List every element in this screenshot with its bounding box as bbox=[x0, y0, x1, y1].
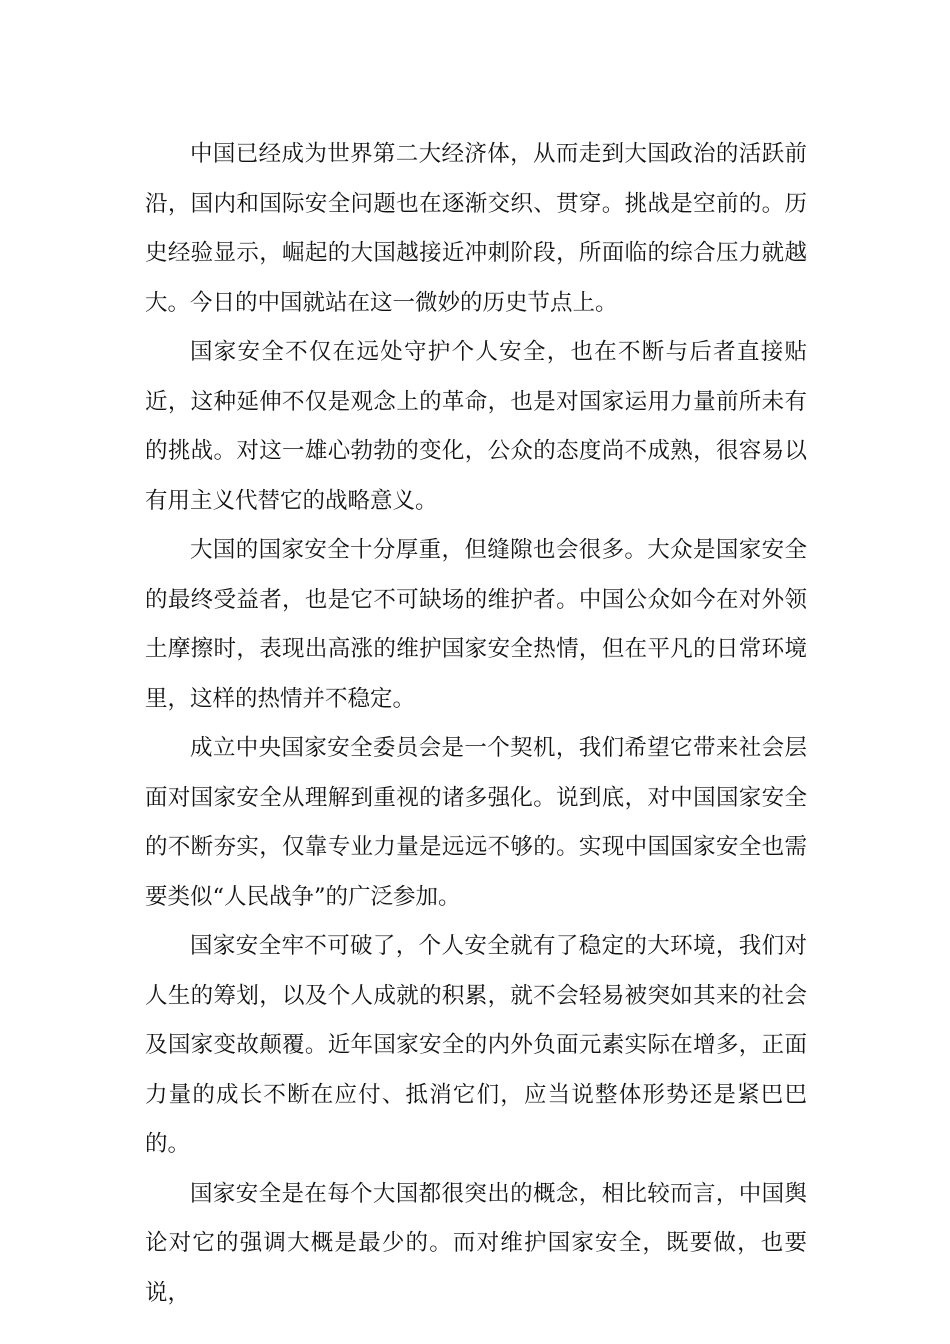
paragraph-1: 中国已经成为世界第二大经济体，从而走到大国政治的活跃前沿，国内和国际安全问题也在逐渐交织、贯穿。挑战是空前的。历史经验显示，崛起的大国越接近冲刺阶段，所面临的综合压力就越大。今日的中国就站在这一微妙的历史节点上。 bbox=[145, 141, 807, 316]
paragraph-5: 国家安全牢不可破了，个人安全就有了稳定的大环境，我们对人生的筹划，以及个人成就的积累，就不会轻易被突如其来的社会及国家变故颠覆。近年国家安全的内外负面元素实际在增多，正面力量的成长不断在应付、抵消它们，应当说整体形势还是紧巴巴的。 bbox=[145, 933, 807, 1157]
paragraph-6: 国家安全是在每个大国都很突出的概念，相比较而言，中国舆论对它的强调大概是最少的。而对维护国家安全，既要做，也要说， bbox=[145, 1180, 807, 1306]
paragraph-2: 国家安全不仅在远处守护个人安全，也在不断与后者直接贴近，这种延伸不仅是观念上的革命，也是对国家运用力量前所未有的挑战。对这一雄心勃勃的变化，公众的态度尚不成熟，很容易以有用主义代替它的战略意义。 bbox=[145, 339, 807, 514]
document-body bbox=[145, 130, 807, 1306]
paragraph-3: 大国的国家安全十分厚重，但缝隙也会很多。大众是国家安全的最终受益者，也是它不可缺场的维护者。中国公众如今在对外领土摩擦时，表现出高涨的维护国家安全热情，但在平凡的日常环境里，这样的热情并不稳定。 bbox=[145, 537, 807, 712]
paragraph-4: 成立中央国家安全委员会是一个契机，我们希望它带来社会层面对国家安全从理解到重视的诸多强化。说到底，对中国国家安全的不断夯实，仅靠专业力量是远远不够的。实现中国国家安全也需要类似“人民战争”的广泛参加。 bbox=[145, 735, 807, 910]
